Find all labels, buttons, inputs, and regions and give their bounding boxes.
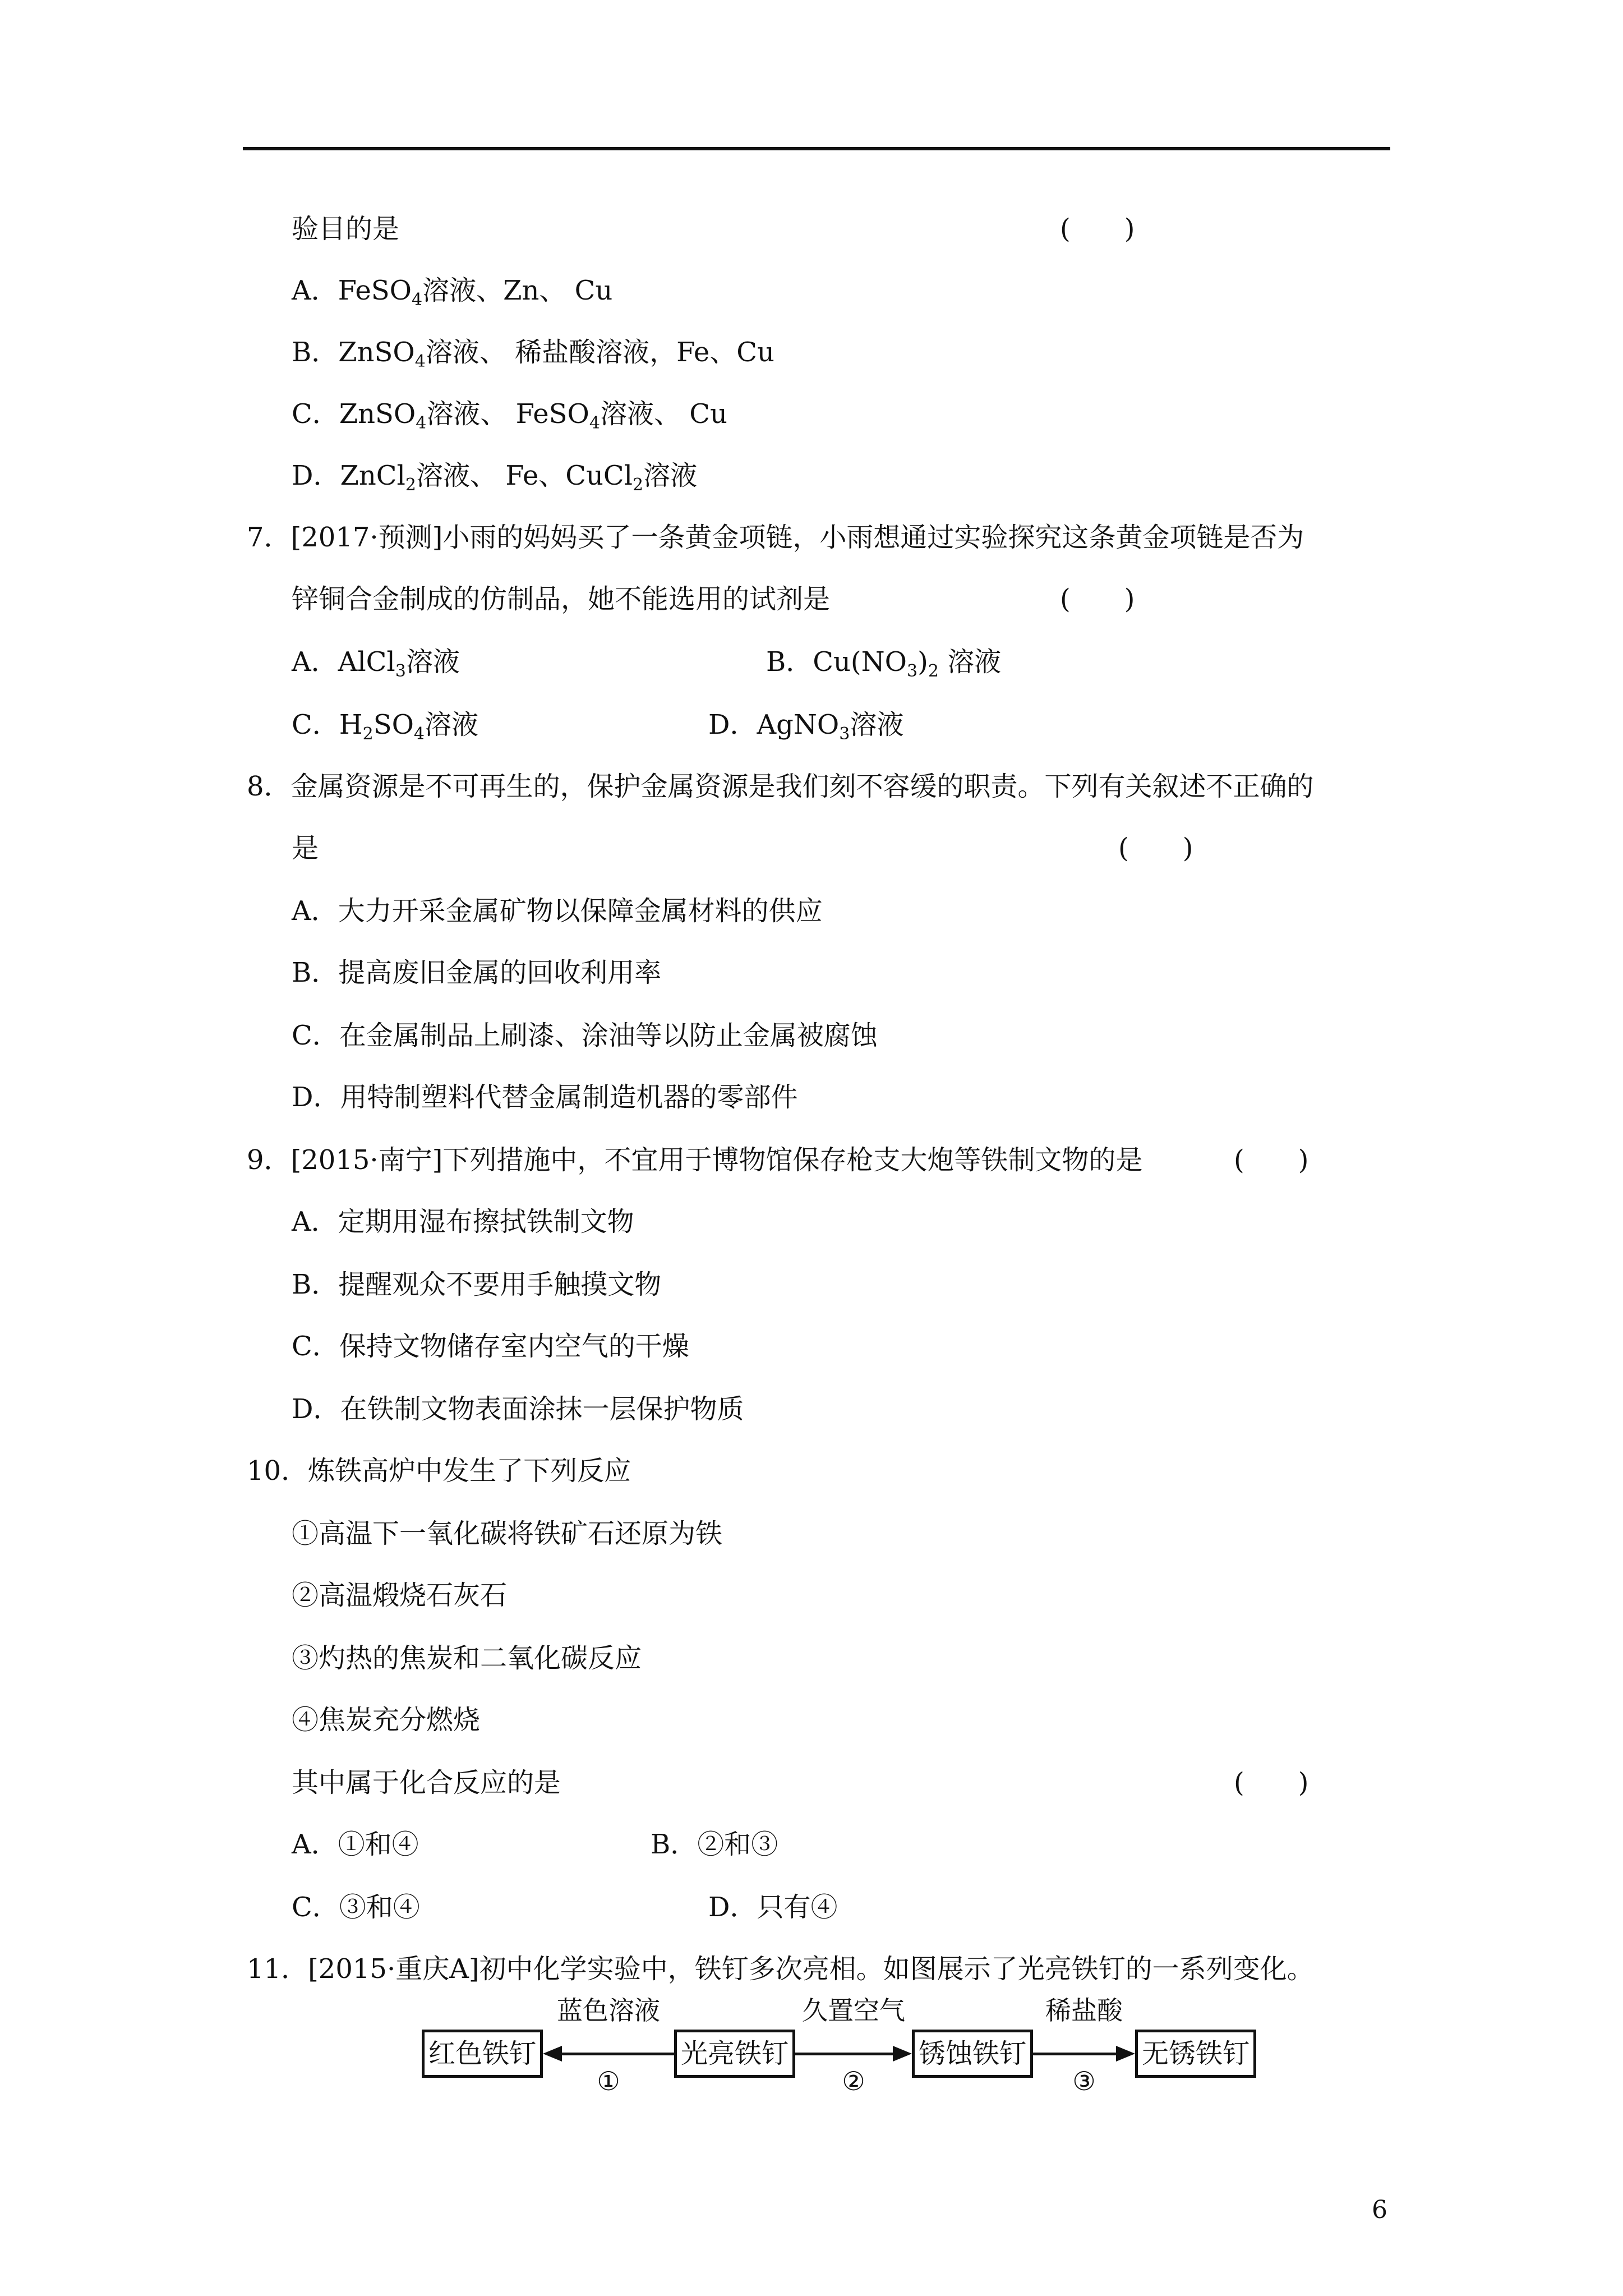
q8-stem-line1: 8．金属资源是不可再生的，保护金属资源是我们刻不容缓的职责。下列有关叙述不正确的 [247, 771, 1314, 802]
q10-reaction-1: ①高温下一氧化碳将铁矿石还原为铁 [292, 1518, 723, 1549]
q7-b-sub: 3 [907, 661, 918, 681]
q6-option-d [292, 459, 697, 493]
q7-d-text: D．AgNO [708, 709, 840, 740]
q10-reaction-4: ④焦炭充分燃烧 [292, 1704, 481, 1736]
q7-c-text: C．H [292, 709, 363, 740]
q7-a-text-end: 溶液 [405, 646, 460, 678]
q9-stem: 9．[2015·南宁]下列措施中，不宜用于博物馆保存枪支大炮等铁制文物的是 [247, 1144, 1143, 1176]
box-red-nail: 红色铁钉 [422, 2030, 543, 2078]
arrow-2-shaft [795, 2053, 894, 2055]
q10-stem: 10．炼铁高炉中发生了下列反应 [247, 1455, 631, 1487]
q7-c-sub2: 4 [413, 724, 425, 744]
q6-stem-tail: 验目的是 [292, 213, 400, 245]
q6-a-sub: 4 [412, 290, 423, 310]
q9-option-c: C．保持文物储存室内空气的干燥 [292, 1331, 689, 1362]
q8-option-b: B．提高废旧金属的回收利用率 [292, 957, 662, 988]
q8-stem-line2: 是 [292, 832, 319, 864]
arrow-3-number: ③ [1072, 2066, 1096, 2096]
arrow-2-condition: 久置空气 [802, 1995, 905, 2026]
q7-stem-line2: 锌铜合金制成的仿制品，她不能选用的试剂是 [292, 583, 831, 615]
q6-c-text: C．ZnSO [292, 398, 416, 430]
arrow-3-head-icon [1116, 2046, 1135, 2062]
q6-answer-paren: ( ) [1060, 213, 1135, 245]
q8-option-d: D．用特制塑料代替金属制造机器的零部件 [292, 1082, 798, 1113]
q7-answer-paren: ( ) [1060, 583, 1135, 615]
q7-b-text-end: 溶液 [938, 646, 1002, 678]
q9-option-d: D．在铁制文物表面涂抹一层保护物质 [292, 1393, 744, 1425]
q7-stem-line1: 7．[2017·预测]小雨的妈妈买了一条黄金项链，小雨想通过实验探究这条黄金项链是否为 [247, 522, 1304, 553]
q6-a-text: A．FeSO [292, 275, 412, 306]
arrow-1-number: ① [597, 2066, 620, 2096]
arrow-2-head-icon [893, 2046, 912, 2062]
q10-option-b: B．②和③ [651, 1829, 778, 1860]
q6-b-text: B．ZnSO [292, 337, 415, 368]
q6-d-sub1: 2 [405, 475, 416, 495]
q6-d-text: D．ZnCl [292, 460, 405, 491]
q7-d-sub: 3 [839, 724, 850, 744]
q10-option-c: C．③和④ [292, 1892, 420, 1923]
q6-option-c [292, 397, 727, 431]
q7-option-c [292, 708, 478, 742]
q10-reaction-2: ②高温煅烧石灰石 [292, 1580, 508, 1611]
arrow-1-shaft [561, 2053, 674, 2055]
q7-a-text: A．AlCl [292, 646, 395, 678]
q6-c-text-mid: 溶液、 FeSO [426, 398, 589, 430]
arrow-1-condition: 蓝色溶液 [557, 1995, 660, 2026]
q9-option-b: B．提醒观众不要用手触摸文物 [292, 1269, 662, 1300]
q9-option-a: A．定期用湿布擦拭铁制文物 [292, 1206, 634, 1237]
q7-option-d [708, 708, 903, 742]
arrow-3-shaft [1033, 2053, 1116, 2055]
q8-answer-paren: ( ) [1118, 832, 1193, 864]
q11-stem: 11．[2015·重庆A]初中化学实验中，铁钉多次亮相。如图展示了光亮铁钉的一系列变化。 [247, 1953, 1314, 1985]
q7-a-sub: 3 [395, 661, 406, 681]
q10-question: 其中属于化合反应的是 [292, 1767, 561, 1798]
arrow-2-number: ② [842, 2066, 865, 2096]
q7-c-sub1: 2 [362, 724, 374, 744]
q7-b-text: B．Cu(NO [766, 646, 907, 678]
q7-c-text-mid: SO [373, 709, 414, 740]
q8-option-a: A．大力开采金属矿物以保障金属材料的供应 [292, 895, 823, 927]
q10-option-d: D．只有④ [708, 1892, 838, 1923]
box-rustfree-nail: 无锈铁钉 [1135, 2030, 1256, 2078]
q6-b-text-end: 溶液、 稀盐酸溶液，Fe、Cu [425, 337, 774, 368]
page-number: 6 [1372, 2196, 1387, 2224]
arrow-1-head-icon [543, 2046, 562, 2062]
box-bright-nail: 光亮铁钉 [674, 2030, 795, 2078]
q6-d-sub2: 2 [633, 475, 644, 495]
q6-c-sub1: 4 [416, 413, 427, 433]
q8-option-c: C．在金属制品上刷漆、涂油等以防止金属被腐蚀 [292, 1020, 878, 1051]
q10-option-a: A．①和④ [292, 1829, 419, 1860]
box-rusty-nail: 锈蚀铁钉 [912, 2030, 1033, 2078]
q6-d-text-end: 溶液 [643, 460, 698, 491]
q6-d-text-mid: 溶液、 Fe、CuCl [416, 460, 633, 491]
q6-option-b [292, 335, 774, 369]
q6-c-text-end: 溶液、 Cu [600, 398, 727, 430]
header-rule [243, 147, 1390, 150]
q6-b-sub: 4 [414, 352, 426, 371]
q6-option-a [292, 274, 613, 310]
q6-c-sub2: 4 [589, 413, 601, 433]
q10-reaction-3: ③灼热的焦炭和二氧化碳反应 [292, 1642, 642, 1674]
q7-option-b [766, 645, 1001, 679]
q7-d-text-end: 溶液 [850, 709, 904, 740]
q7-option-a [292, 645, 460, 679]
q9-answer-paren: ( ) [1234, 1144, 1309, 1176]
q6-a-text-end: 溶液、Zn、 Cu [422, 275, 613, 306]
q10-answer-paren: ( ) [1234, 1767, 1309, 1798]
arrow-3-condition: 稀盐酸 [1045, 1995, 1123, 2026]
q7-b-text-mid: ) [917, 646, 928, 678]
q7-c-text-end: 溶液 [425, 709, 479, 740]
q7-b-sub2: 2 [928, 661, 939, 681]
